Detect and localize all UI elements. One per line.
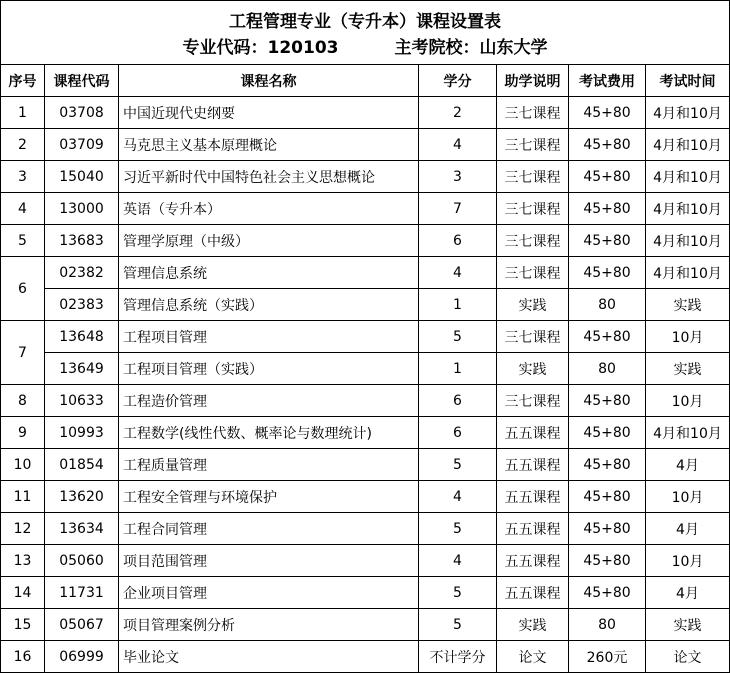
cell-credit: 5 (419, 449, 497, 481)
table-row (1, 609, 730, 641)
cell-credit: 5 (419, 577, 497, 609)
cell-code: 15040 (45, 161, 119, 193)
cell-fee: 45+80 (569, 193, 646, 225)
cell-name: 毕业论文 (119, 641, 419, 673)
cell-code: 02382 (45, 257, 119, 289)
table-row (1, 385, 730, 417)
cell-time: 10月 (646, 385, 730, 417)
cell-note: 实践 (497, 353, 569, 385)
cell-time: 论文 (646, 641, 730, 673)
cell-fee: 45+80 (569, 129, 646, 161)
cell-no: 14 (1, 577, 45, 609)
cell-note: 三七课程 (497, 97, 569, 129)
cell-fee: 80 (569, 609, 646, 641)
cell-time: 10月 (646, 321, 730, 353)
exam-school: 主考院校：山东大学 (394, 37, 548, 58)
cell-credit: 1 (419, 289, 497, 321)
table-row (1, 97, 730, 129)
cell-no: 6 (1, 257, 45, 321)
cell-code: 13649 (45, 353, 119, 385)
cell-name: 管理信息系统（实践） (119, 289, 419, 321)
cell-fee: 45+80 (569, 385, 646, 417)
cell-note: 五五课程 (497, 449, 569, 481)
cell-credit: 5 (419, 513, 497, 545)
cell-note: 三七课程 (497, 321, 569, 353)
cell-time: 4月 (646, 449, 730, 481)
cell-credit: 4 (419, 129, 497, 161)
cell-no: 3 (1, 161, 45, 193)
cell-time: 4月和10月 (646, 225, 730, 257)
cell-code: 10633 (45, 385, 119, 417)
cell-note: 三七课程 (497, 257, 569, 289)
cell-credit: 5 (419, 321, 497, 353)
cell-code: 11731 (45, 577, 119, 609)
header-code: 课程代码 (45, 65, 119, 97)
cell-fee: 45+80 (569, 545, 646, 577)
cell-fee: 45+80 (569, 513, 646, 545)
major-code: 专业代码：120103 (182, 37, 339, 58)
cell-fee: 80 (569, 289, 646, 321)
cell-note: 三七课程 (497, 129, 569, 161)
cell-fee: 45+80 (569, 97, 646, 129)
cell-note: 实践 (497, 609, 569, 641)
cell-no: 1 (1, 97, 45, 129)
cell-credit: 7 (419, 193, 497, 225)
page-title: 工程管理专业（专升本）课程设置表 (229, 11, 501, 32)
cell-credit: 3 (419, 161, 497, 193)
table-row (1, 417, 730, 449)
cell-time: 4月和10月 (646, 417, 730, 449)
cell-note: 五五课程 (497, 577, 569, 609)
cell-no: 15 (1, 609, 45, 641)
cell-name: 马克思主义基本原理概论 (119, 129, 419, 161)
header-time: 考试时间 (646, 65, 730, 97)
cell-code: 13634 (45, 513, 119, 545)
table-row (1, 129, 730, 161)
cell-no: 2 (1, 129, 45, 161)
cell-credit: 6 (419, 417, 497, 449)
cell-time: 4月和10月 (646, 193, 730, 225)
table-row (1, 545, 730, 577)
cell-time: 10月 (646, 481, 730, 513)
page-subtitle (1, 35, 729, 61)
table-row (1, 577, 730, 609)
cell-time: 4月和10月 (646, 161, 730, 193)
cell-note: 三七课程 (497, 193, 569, 225)
cell-fee: 45+80 (569, 225, 646, 257)
cell-no: 16 (1, 641, 45, 673)
cell-no: 8 (1, 385, 45, 417)
cell-fee: 80 (569, 353, 646, 385)
cell-name: 英语（专升本） (119, 193, 419, 225)
cell-no: 4 (1, 193, 45, 225)
cell-code: 05060 (45, 545, 119, 577)
header-fee: 考试费用 (569, 65, 646, 97)
header-name: 课程名称 (119, 65, 419, 97)
cell-code: 03709 (45, 129, 119, 161)
cell-fee: 260元 (569, 641, 646, 673)
cell-note: 五五课程 (497, 417, 569, 449)
cell-credit: 2 (419, 97, 497, 129)
cell-note: 论文 (497, 641, 569, 673)
table-row (1, 513, 730, 545)
cell-code: 13000 (45, 193, 119, 225)
cell-code: 01854 (45, 449, 119, 481)
cell-code: 02383 (45, 289, 119, 321)
table-row (1, 321, 730, 353)
cell-code: 13683 (45, 225, 119, 257)
cell-note: 三七课程 (497, 225, 569, 257)
cell-code: 13648 (45, 321, 119, 353)
cell-no: 5 (1, 225, 45, 257)
table-title-cell (1, 1, 730, 65)
table-row (1, 257, 730, 289)
cell-time: 4月和10月 (646, 129, 730, 161)
cell-name: 工程造价管理 (119, 385, 419, 417)
cell-name: 项目范围管理 (119, 545, 419, 577)
cell-fee: 45+80 (569, 417, 646, 449)
header-credit: 学分 (419, 65, 497, 97)
table-row (1, 641, 730, 673)
cell-name: 工程安全管理与环境保护 (119, 481, 419, 513)
cell-note: 五五课程 (497, 513, 569, 545)
cell-name: 习近平新时代中国特色社会主义思想概论 (119, 161, 419, 193)
cell-credit: 4 (419, 481, 497, 513)
cell-name: 管理信息系统 (119, 257, 419, 289)
cell-credit: 5 (419, 609, 497, 641)
header-no: 序号 (1, 65, 45, 97)
cell-fee: 45+80 (569, 321, 646, 353)
cell-no: 9 (1, 417, 45, 449)
cell-code: 06999 (45, 641, 119, 673)
cell-time: 4月 (646, 577, 730, 609)
cell-fee: 45+80 (569, 577, 646, 609)
cell-name: 工程项目管理 (119, 321, 419, 353)
cell-code: 03708 (45, 97, 119, 129)
cell-note: 五五课程 (497, 545, 569, 577)
cell-no: 11 (1, 481, 45, 513)
cell-credit: 4 (419, 545, 497, 577)
cell-name: 工程项目管理（实践） (119, 353, 419, 385)
cell-code: 10993 (45, 417, 119, 449)
cell-note: 三七课程 (497, 385, 569, 417)
table-row (1, 225, 730, 257)
table-row (1, 481, 730, 513)
cell-no: 10 (1, 449, 45, 481)
cell-name: 中国近现代史纲要 (119, 97, 419, 129)
cell-time: 10月 (646, 545, 730, 577)
table-row (1, 193, 730, 225)
cell-code: 05067 (45, 609, 119, 641)
cell-note: 三七课程 (497, 161, 569, 193)
cell-time: 4月和10月 (646, 97, 730, 129)
cell-fee: 45+80 (569, 161, 646, 193)
cell-fee: 45+80 (569, 257, 646, 289)
table-row (1, 449, 730, 481)
cell-credit: 4 (419, 257, 497, 289)
table-row (1, 161, 730, 193)
cell-name: 项目管理案例分析 (119, 609, 419, 641)
table-row (1, 353, 730, 385)
table-row (1, 289, 730, 321)
cell-name: 工程质量管理 (119, 449, 419, 481)
cell-no: 7 (1, 321, 45, 385)
cell-code: 13620 (45, 481, 119, 513)
cell-credit: 6 (419, 385, 497, 417)
cell-name: 工程数学(线性代数、概率论与数理统计) (119, 417, 419, 449)
cell-note: 实践 (497, 289, 569, 321)
cell-name: 工程合同管理 (119, 513, 419, 545)
cell-credit: 不计学分 (419, 641, 497, 673)
cell-no: 12 (1, 513, 45, 545)
cell-note: 五五课程 (497, 481, 569, 513)
cell-time: 4月 (646, 513, 730, 545)
header-row (1, 65, 730, 97)
cell-name: 企业项目管理 (119, 577, 419, 609)
header-note: 助学说明 (497, 65, 569, 97)
cell-fee: 45+80 (569, 481, 646, 513)
cell-name: 管理学原理（中级） (119, 225, 419, 257)
cell-time: 实践 (646, 609, 730, 641)
cell-credit: 1 (419, 353, 497, 385)
cell-fee: 45+80 (569, 449, 646, 481)
cell-no: 13 (1, 545, 45, 577)
cell-time: 实践 (646, 353, 730, 385)
cell-time: 4月和10月 (646, 257, 730, 289)
cell-time: 实践 (646, 289, 730, 321)
cell-credit: 6 (419, 225, 497, 257)
